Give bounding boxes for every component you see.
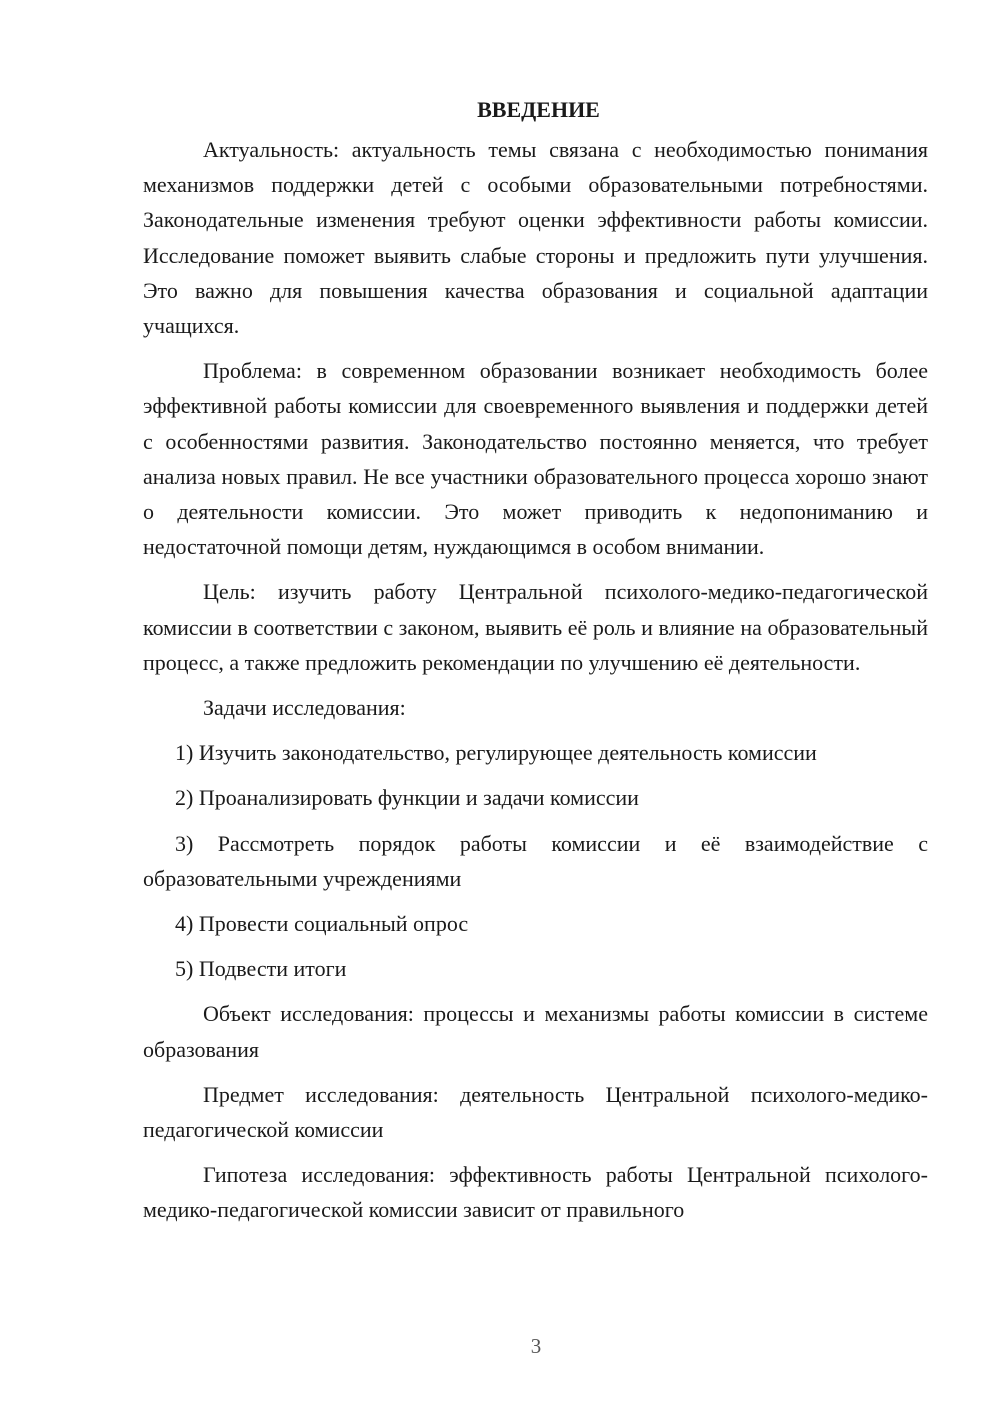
page-number: 3 xyxy=(530,1334,542,1358)
page-body xyxy=(143,92,928,1315)
task-item: 3) Рассмотреть порядок работы комиссии и её взаимодействие с образовательными учреждениями xyxy=(143,830,928,891)
task-item: 1) Изучить законодательство, регулирующее деятельность комиссии xyxy=(175,740,817,766)
tasks-heading: Задачи исследования: xyxy=(203,695,406,721)
paragraph-object: Объект исследования: процессы и механизмы работы комиссии в системе образования xyxy=(143,1001,928,1062)
task-item: 2) Проанализировать функции и задачи комиссии xyxy=(175,785,639,811)
document-page xyxy=(143,92,928,1315)
paragraph-hypothesis: Гипотеза исследования: эффективность работы Центральной психолого-медико-педагогической комиссии зависит от правильного xyxy=(143,1162,928,1223)
paragraph-problem: Проблема: в современном образовании возникает необходимость более эффективной работы комиссии для своевременного выявления и поддержки детей с особенностями развития. Законодательство постоянно меняется, что требует анализа новых правил. Не все участники образовательного процесса хорошо знают о деятельности комиссии. Это может приводить к недопониманию и недостаточной помощи детям, нуждающимся в особом внимании. xyxy=(143,358,928,560)
task-item: 5) Подвести итоги xyxy=(175,956,347,982)
section-title: ВВЕДЕНИЕ xyxy=(477,97,600,122)
paragraph-goal: Цель: изучить работу Центральной психолого-медико-педагогической комиссии в соответствии с законом, выявить её роль и влияние на образовательный процесс, а также предложить рекомендации по улучшению её деятельности. xyxy=(143,579,928,675)
paragraph-subject: Предмет исследования: деятельность Центральной психолого-медико-педагогической комиссии xyxy=(143,1081,928,1143)
paragraph-relevance: Актуальность: актуальность темы связана с необходимостью понимания механизмов поддержки детей с особыми образовательными потребностями. Законодательные изменения требуют оценки эффективности работы комиссии. Исследование поможет выявить слабые стороны и предложить пути улучшения. Это важно для повышения качества образования и социальной адаптации учащихся. xyxy=(143,137,928,339)
task-item: 4) Провести социальный опрос xyxy=(175,911,469,937)
